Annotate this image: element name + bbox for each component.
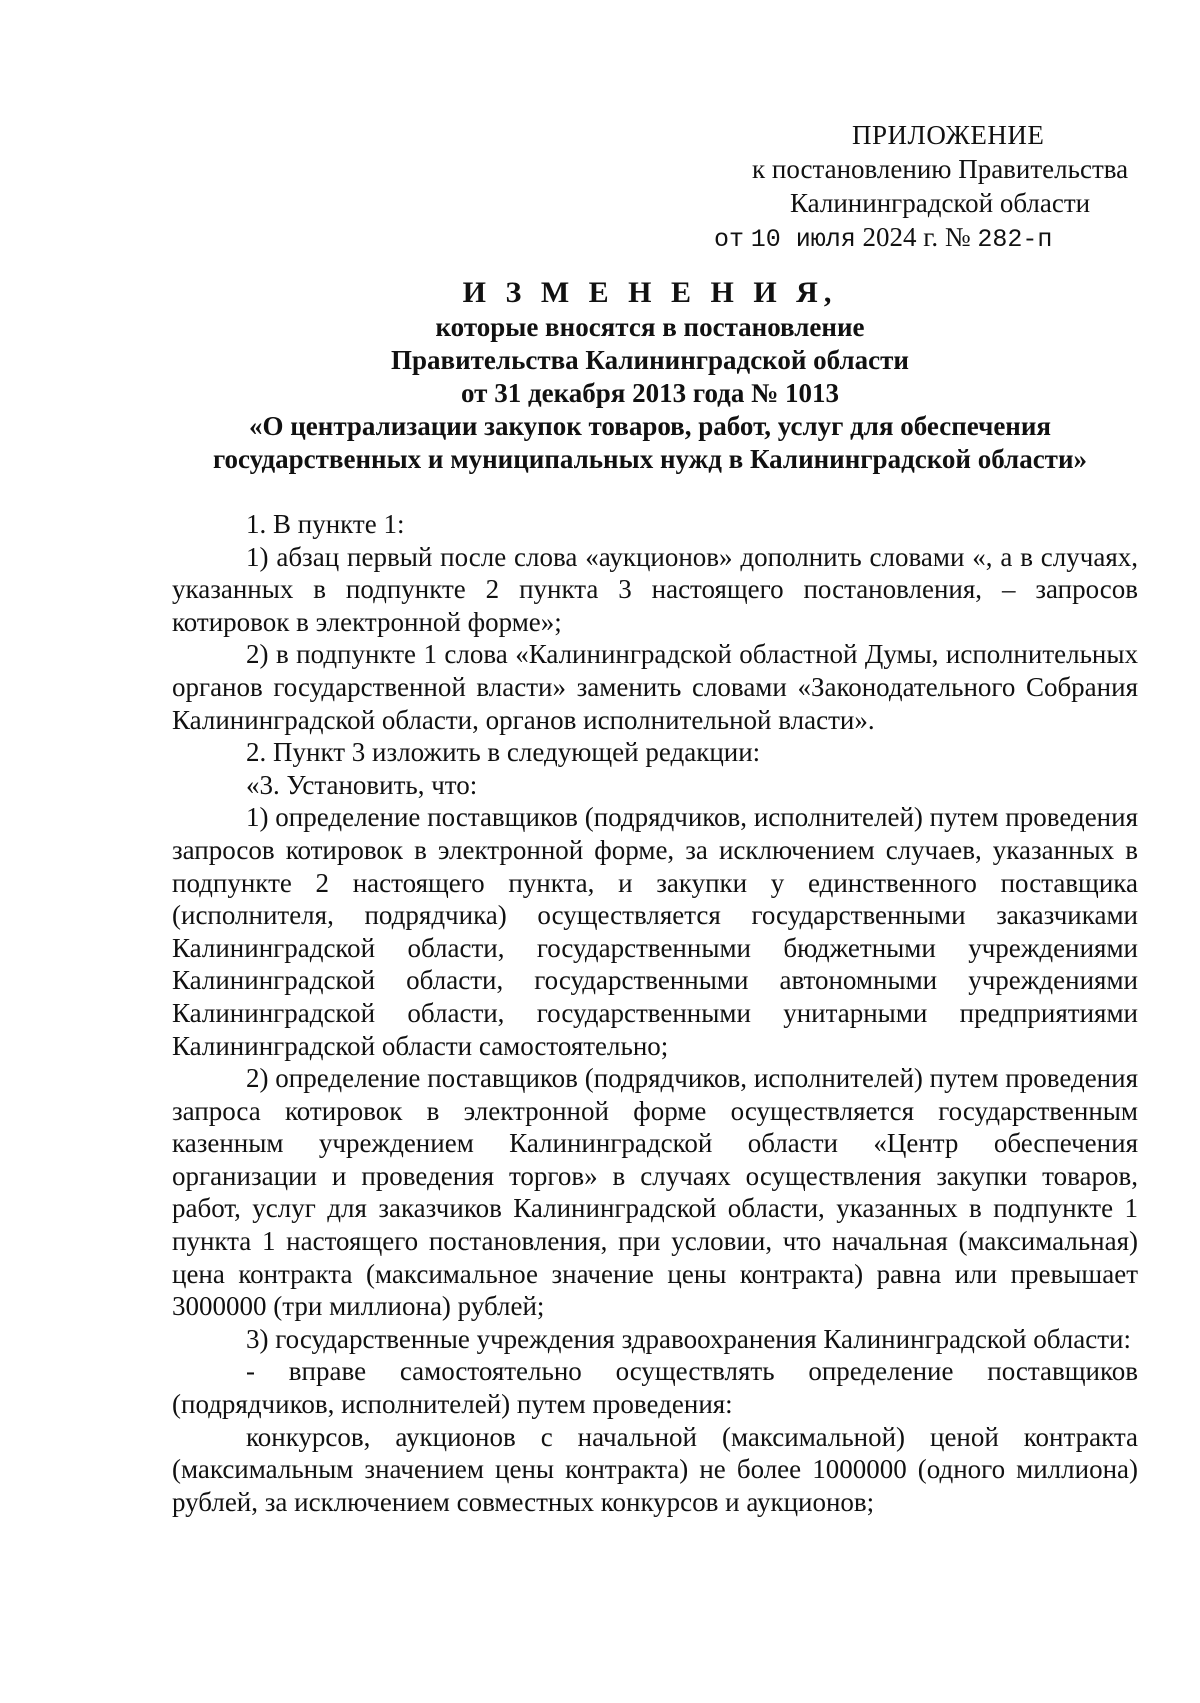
date-year: 2024 г.	[862, 222, 939, 252]
paragraph: 1. В пункте 1:	[246, 509, 405, 539]
heading-line-2: Правительства Калининградской области	[391, 345, 909, 375]
heading-line-1: которые вносятся в постановление	[435, 312, 865, 342]
paragraph: «3. Установить, что:	[246, 769, 478, 800]
number-value: 282-п	[977, 225, 1053, 254]
document-body	[172, 508, 1138, 1518]
paragraph: 1) абзац первый после слова «аукционов» дополнить словами «, а в случаях, указанных в подпункте 2 пункта 3 настоящего постановления, – запросов котировок в электронной форме»;	[172, 541, 1138, 637]
heading-line-3: от 31 декабря 2013 года № 1013	[461, 378, 839, 408]
appendix-block	[680, 118, 1140, 257]
heading-line-4: «О централизации закупок товаров, работ, услуг для обеспечения	[248, 411, 1052, 441]
date-value: 10 июля	[750, 225, 856, 254]
paragraph: 3) государственные учреждения здравоохранения Калининградской области:	[246, 1323, 1132, 1354]
appendix-date-line	[680, 220, 1140, 257]
heading-title: И З М Е Н Е Н И Я,	[462, 276, 838, 309]
appendix-line-2: Калининградской области	[790, 188, 1091, 218]
paragraph: 1) определение поставщиков (подрядчиков, исполнителей) путем проведения запросов котировок в электронной форме, за исключением случаев, указанных в подпункте 2 настоящего пункта, и закупки у единственного поставщика (исполнителя, подрядчика) осуществляется государственными заказчиками Калининградской области, государственными бюджетными учреждениями Калининградской области, государственными автономными учреждениями Калининградской области, государственными унитарными предприятиями Калининградской области самостоятельно;	[172, 802, 1138, 1061]
paragraph: 2) в подпункте 1 слова «Калининградской областной Думы, исполнительных органов государственной власти» заменить словами «Законодательного Собрания Калининградской области, органов исполнительной власти».	[172, 639, 1138, 735]
paragraph: 2) определение поставщиков (подрядчиков, исполнителей) путем проведения запроса котировок в электронной форме осуществляется государственным казенным учреждением Калининградской области «Центр обеспечения организации и проведения торгов» в случаях осуществления закупки товаров, работ, услуг для заказчиков Калининградской области, указанных в подпункте 1 пункта 1 настоящего постановления, при условии, что начальная (максимальная) цена контракта (максимальное значение цены контракта) равна или превышает 3000000 (три миллиона) рублей;	[172, 1063, 1138, 1322]
document-heading	[170, 276, 1130, 476]
heading-line-5: государственных и муниципальных нужд в Калининградской области»	[212, 444, 1088, 474]
date-prefix: от	[714, 225, 745, 254]
paragraph: конкурсов, аукционов с начальной (максимальной) ценой контракта (максимальным значением цены контракта) не более 1000000 (одного миллиона) рублей, за исключением совместных конкурсов и аукционов;	[172, 1421, 1138, 1517]
appendix-title: ПРИЛОЖЕНИЕ	[852, 120, 1045, 150]
paragraph: - вправе самостоятельно осуществлять определение поставщиков (подрядчиков, исполнителей) путем проведения:	[172, 1356, 1138, 1420]
paragraph: 2. Пункт 3 изложить в следующей редакции:	[246, 737, 761, 768]
number-sign: №	[944, 222, 971, 252]
appendix-line-1: к постановлению Правительства	[752, 154, 1129, 184]
